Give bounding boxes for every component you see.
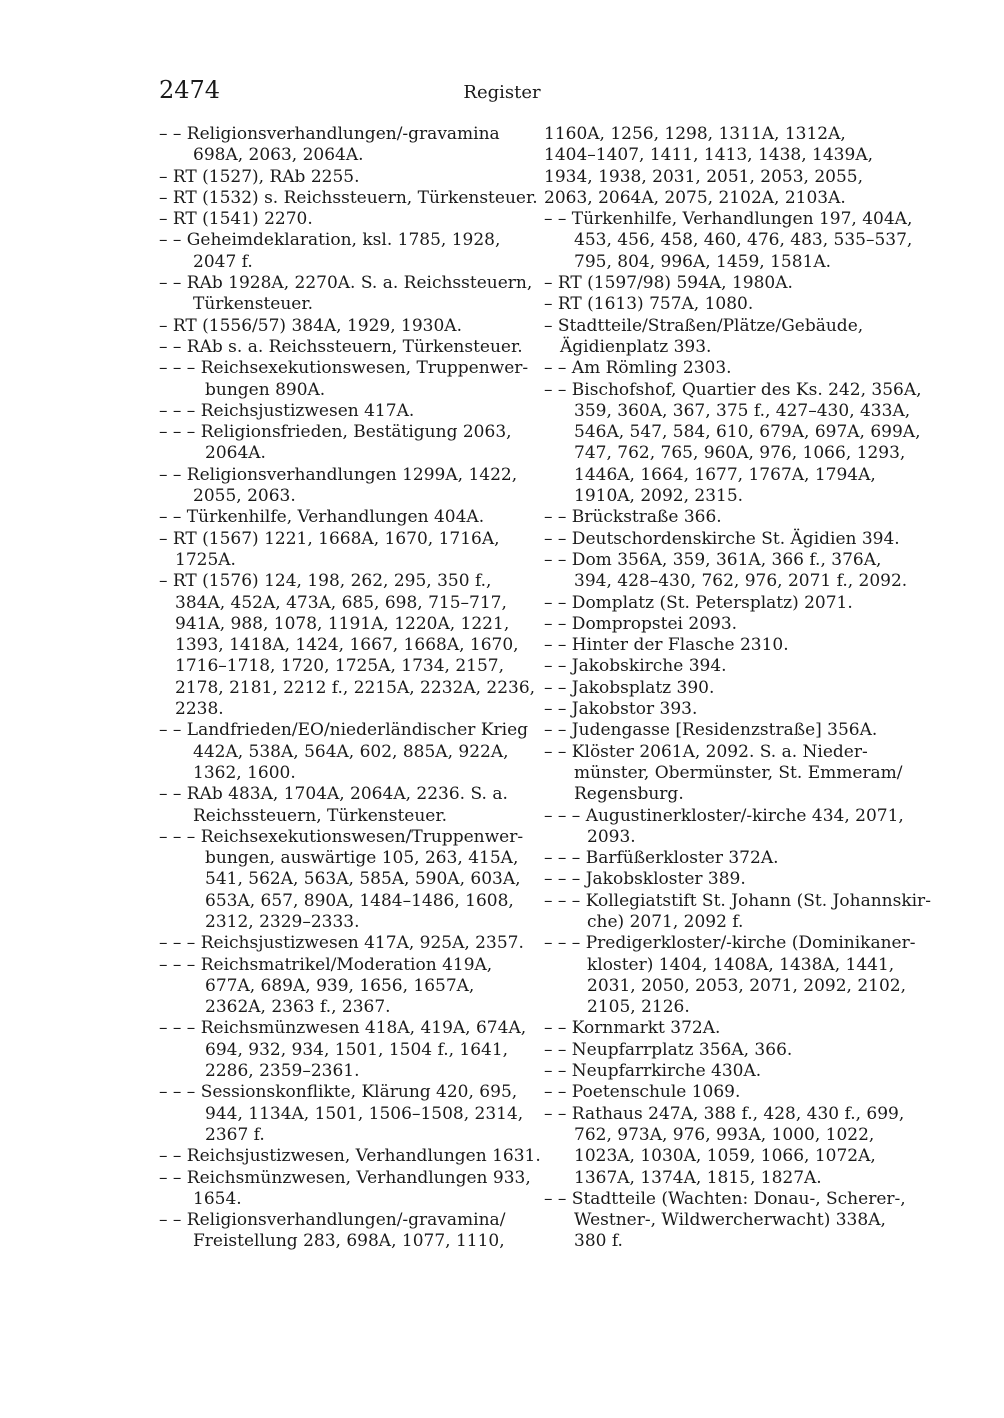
index-entry-heading: – – Neupfarrplatz 356A, 366. (544, 1039, 793, 1060)
index-entry-heading: – RT (1541) 2270. (159, 209, 313, 230)
index-entry (159, 167, 524, 188)
index-entry-continuation: Reichssteuern, Türkensteuer. (193, 805, 448, 826)
index-entry (544, 316, 912, 359)
index-entry-heading: – – Domplatz (St. Petersplatz) 2071. (544, 592, 853, 613)
index-entry-continuation: 2064A. (205, 443, 266, 464)
index-entry (544, 742, 912, 806)
index-entry-continuation: kloster) 1404, 1408A, 1438A, 1441, (587, 954, 895, 975)
index-entry (544, 635, 912, 656)
index-entry (544, 1189, 912, 1253)
index-entry-heading: – – Religionsverhandlungen/-gravamina (159, 124, 500, 144)
index-entry (159, 955, 524, 1019)
index-entry (544, 209, 912, 273)
index-entry-heading: – – – Kollegiatstift St. Johann (St. Johannskir- (544, 890, 931, 911)
index-entry-heading: – – RAb 1928A, 2270A. S. a. Reichssteuern, (159, 273, 533, 294)
index-entry-continuation: 698A, 2063, 2064A. (193, 145, 364, 166)
index-entry (159, 465, 524, 508)
index-entry-continuation: 2312, 2329–2333. (205, 911, 360, 932)
index-entry (159, 358, 529, 401)
index-entry-heading: – – – Reichsexekutionswesen, Truppenwer- (159, 358, 529, 379)
index-entry-heading: – – – Jakobskloster 389. (544, 869, 746, 890)
index-entry-heading: – – Religionsverhandlungen 1299A, 1422, (159, 464, 518, 485)
index-entry (159, 1146, 541, 1167)
index-entry (159, 209, 524, 230)
index-entry-continuation: 1654. (193, 1188, 242, 1209)
index-entry-heading: – RT (1527), RAb 2255. (159, 166, 360, 187)
index-entry (159, 1082, 524, 1146)
index-entry (544, 507, 912, 528)
index-entry-continuation: 747, 762, 765, 960A, 976, 1066, 1293, (574, 443, 906, 464)
index-entry-continuation: 944, 1134A, 1501, 1506–1508, 2314, (205, 1103, 524, 1124)
index-entry-continuation: 1023A, 1030A, 1059, 1066, 1072A, (574, 1146, 876, 1167)
index-entry-heading: – – Stadtteile (Wachten: Donau-, Scherer-, (544, 1188, 906, 1209)
index-entry-continuation: bungen, auswärtige 105, 263, 415A, (205, 848, 519, 869)
index-entry-continuation: münster, Obermünster, St. Emmeram/ (574, 762, 903, 783)
index-entry-continuation: 2063, 2064A, 2075, 2102A, 2103A. (544, 187, 846, 208)
index-entry-heading: – RT (1613) 757A, 1080. (544, 294, 754, 315)
index-entry (544, 848, 912, 869)
index-entry-continuation: 2055, 2063. (193, 486, 296, 507)
index-entry-heading: – – – Reichsexekutionswesen/Truppenwer- (159, 826, 524, 847)
index-entry-continuation: Freistellung 283, 698A, 1077, 1110, (193, 1231, 505, 1252)
index-entry (544, 720, 912, 741)
index-entry-heading: – – – Reichsjustizwesen 417A, 925A, 2357. (159, 933, 524, 954)
index-entry-heading: – – Geheimdeklaration, ksl. 1785, 1928, (159, 230, 501, 251)
index-entry-continuation: 1404–1407, 1411, 1413, 1438, 1439A, (544, 145, 873, 166)
index-entry-heading: – – Religionsverhandlungen/-gravamina/ (159, 1210, 506, 1231)
index-entry-continuation: 1393, 1418A, 1424, 1667, 1668A, 1670, (175, 635, 519, 656)
index-entry (159, 401, 524, 422)
index-entry-continuation: 762, 973A, 976, 993A, 1000, 1022, (574, 1124, 875, 1145)
index-entry-heading: – – – Reichsmatrikel/Moderation 419A, (159, 954, 493, 975)
index-entry-heading: – – Reichsmünzwesen, Verhandlungen 933, (159, 1167, 531, 1188)
index-entry-continuation: 2238. (175, 699, 224, 720)
index-entry-heading: – – Am Römling 2303. (544, 358, 732, 379)
index-entry (159, 784, 524, 827)
index-entry (159, 1210, 524, 1253)
index-entry (159, 827, 524, 933)
index-entry-heading: – – – Predigerkloster/-kirche (Dominikaner- (544, 933, 916, 954)
index-entry-heading: – RT (1576) 124, 198, 262, 295, 350 f., (159, 571, 492, 592)
index-entry-heading: – – Jakobskirche 394. (544, 656, 727, 677)
index-entry (544, 869, 912, 890)
index-entry-heading: – – Neupfarrkirche 430A. (544, 1061, 762, 1082)
index-entry-continuation: 453, 456, 458, 460, 476, 483, 535–537, (574, 230, 913, 251)
page-number: 2474 (159, 76, 221, 104)
index-entry-continuation: 2093. (587, 826, 636, 847)
index-entry-heading: – – Jakobstor 393. (544, 699, 698, 720)
index-entry-continuation: 2105, 2126. (587, 997, 690, 1018)
index-entry (544, 1104, 912, 1189)
index-entry-continuation: bungen 890A. (205, 379, 326, 400)
index-entry (159, 507, 524, 528)
index-entry-continuation: 1934, 1938, 2031, 2051, 2053, 2055, (544, 166, 864, 187)
index-entry-continuation: Regensburg. (574, 784, 684, 805)
index-entry (544, 1061, 912, 1082)
index-entry-heading: – – Rathaus 247A, 388 f., 428, 430 f., 699, (544, 1103, 905, 1124)
index-entry (544, 933, 916, 1018)
index-entry-continuation: 2286, 2359–2361. (205, 1061, 360, 1082)
index-entry-continuation: 694, 932, 934, 1501, 1504 f., 1641, (205, 1039, 509, 1060)
index-entry (159, 933, 524, 954)
index-entry-continuation: 2031, 2050, 2053, 2071, 2092, 2102, (587, 975, 907, 996)
index-entry-continuation: 653A, 657, 890A, 1484–1486, 1608, (205, 890, 514, 911)
index-entry-continuation: Ägidienplatz 393. (560, 336, 712, 357)
index-entry-continuation: 359, 360A, 367, 375 f., 427–430, 433A, (574, 400, 911, 421)
index-entry (544, 294, 912, 315)
index-entry-continuation: 795, 804, 996A, 1459, 1581A. (574, 251, 832, 272)
index-entry-continuation: 1362, 1600. (193, 762, 296, 783)
index-entry (159, 124, 524, 167)
index-entry-heading: – – Deutschordenskirche St. Ägidien 394. (544, 528, 900, 549)
index-entry-heading: 1160A, 1256, 1298, 1311A, 1312A, (544, 124, 846, 144)
index-entry-heading: – – Klöster 2061A, 2092. S. a. Nieder- (544, 741, 868, 762)
index-entry-heading: – – Landfrieden/EO/niederländischer Krieg (159, 720, 529, 741)
index-entry-heading: – – Judengasse [Residenzstraße] 356A. (544, 720, 878, 741)
index-entry-continuation: 2047 f. (193, 251, 253, 272)
index-entry-heading: – – Türkenhilfe, Verhandlungen 197, 404A, (544, 209, 913, 230)
index-entry (159, 187, 538, 209)
index-entry-heading: – – Poetenschule 1069. (544, 1082, 741, 1103)
index-entry-continuation: 2362A, 2363 f., 2367. (205, 997, 391, 1018)
index-entry (544, 614, 912, 635)
index-entry-heading: – – Kornmarkt 372A. (544, 1018, 721, 1039)
index-entry (544, 656, 912, 677)
index-entry-heading: – – – Reichsjustizwesen 417A. (159, 400, 415, 421)
index-entry (159, 720, 529, 784)
index-entry (544, 593, 912, 614)
index-entry-heading: – – Dompropstei 2093. (544, 613, 738, 634)
index-entry-heading: – – Jakobsplatz 390. (544, 677, 715, 698)
index-entry (544, 678, 912, 699)
index-entry (159, 529, 524, 572)
index-entry-heading: – – – Barfüßerkloster 372A. (544, 848, 779, 869)
index-entry-continuation: 1910A, 2092, 2315. (574, 486, 744, 507)
index-entry (544, 699, 912, 720)
index-entry-heading: – – RAb 483A, 1704A, 2064A, 2236. S. a. (159, 784, 508, 805)
index-entry-continuation: 546A, 547, 584, 610, 679A, 697A, 699A, (574, 422, 921, 443)
index-entry-continuation: 541, 562A, 563A, 585A, 590A, 603A, (205, 869, 521, 890)
index-entry-continuation: 941A, 988, 1078, 1191A, 1220A, 1221, (175, 613, 510, 634)
index-entry (544, 358, 912, 379)
index-entry-heading: – – Türkenhilfe, Verhandlungen 404A. (159, 507, 485, 528)
index-entry-continuation: 1446A, 1664, 1677, 1767A, 1794A, (574, 464, 876, 485)
index-entry-continuation: 2367 f. (205, 1124, 265, 1145)
index-entry-heading: – – Reichsjustizwesen, Verhandlungen 1631. (159, 1146, 541, 1167)
index-entry-continuation: 2178, 2181, 2212 f., 2215A, 2232A, 2236, (175, 677, 536, 698)
index-entry-continuation: Türkensteuer. (193, 294, 314, 315)
index-entry (544, 1082, 912, 1103)
index-entry-continuation: 1716–1718, 1720, 1725A, 1734, 2157, (175, 656, 504, 677)
index-entry (159, 422, 524, 465)
index-column-left (159, 124, 541, 1253)
index-entry-heading: – RT (1567) 1221, 1668A, 1670, 1716A, (159, 528, 500, 549)
index-entry-continuation: 384A, 452A, 473A, 685, 698, 715–717, (175, 592, 507, 613)
index-entry (544, 806, 912, 849)
index-entry (159, 316, 524, 337)
index-entry (159, 230, 524, 273)
index-entry (159, 1018, 527, 1082)
index-entry-heading: – – Dom 356A, 359, 361A, 366 f., 376A, (544, 549, 882, 570)
index-entry (544, 550, 912, 593)
index-entry (544, 890, 931, 934)
index-entry-heading: – – RAb s. a. Reichssteuern, Türkensteuer. (159, 336, 523, 357)
index-entry-continuation: 380 f. (574, 1231, 623, 1252)
index-entry (544, 1018, 912, 1039)
index-entry-heading: – RT (1597/98) 594A, 1980A. (544, 273, 793, 294)
index-entry (544, 273, 912, 294)
index-entry (159, 1167, 531, 1211)
index-column-right (544, 124, 931, 1253)
index-entry-heading: – – – Religionsfrieden, Bestätigung 2063, (159, 422, 512, 443)
index-entry-continuation: Westner-, Wildwercherwacht) 338A, (574, 1210, 886, 1231)
index-entry-continuation: 442A, 538A, 564A, 602, 885A, 922A, (193, 741, 509, 762)
index-entry (159, 337, 524, 358)
index-entry-heading: – – Brückstraße 366. (544, 507, 722, 528)
index-entry-heading: – RT (1556/57) 384A, 1929, 1930A. (159, 315, 462, 336)
index-entry (544, 379, 922, 508)
index-entry (159, 571, 536, 720)
index-entry-heading: – – Bischofshof, Quartier des Ks. 242, 356A, (544, 379, 922, 400)
index-entry-continuation: 1367A, 1374A, 1815, 1827A. (574, 1167, 822, 1188)
index-entry-heading: – – – Reichsmünzwesen 418A, 419A, 674A, (159, 1018, 527, 1039)
index-entry (544, 124, 912, 209)
index-entry (544, 1040, 912, 1061)
index-entry-heading: – – – Sessionskonflikte, Klärung 420, 695, (159, 1082, 518, 1103)
index-entry (544, 529, 912, 550)
index-entry-heading: – RT (1532) s. Reichssteuern, Türkensteuer. (159, 187, 538, 208)
index-entry-heading: – – Hinter der Flasche 2310. (544, 635, 789, 656)
index-entry-continuation: 1725A. (175, 549, 236, 570)
index-entry-continuation: che) 2071, 2092 f. (587, 911, 744, 932)
index-entry (159, 273, 533, 316)
index-entry-heading: – Stadtteile/Straßen/Plätze/Gebäude, (544, 315, 864, 336)
index-entry-continuation: 677A, 689A, 939, 1656, 1657A, (205, 975, 475, 996)
index-entry-continuation: 394, 428–430, 762, 976, 2071 f., 2092. (574, 571, 908, 592)
running-head: Register (463, 82, 541, 103)
index-entry-heading: – – – Augustinerkloster/-kirche 434, 2071, (544, 805, 904, 826)
